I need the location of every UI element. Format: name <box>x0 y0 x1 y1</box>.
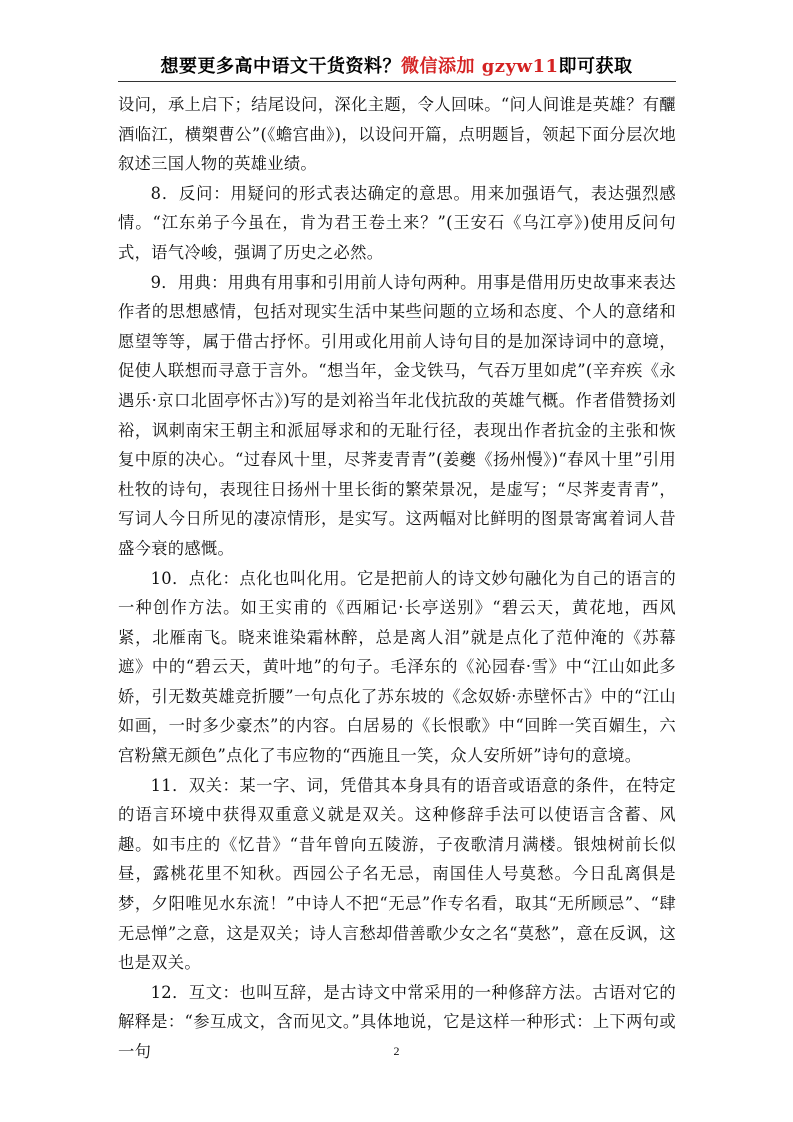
document-body <box>118 90 676 1067</box>
paragraph-continuation: 设问，承上启下；结尾设问，深化主题，令人回味。“问人间谁是英雄？有釃酒临江，横槊曹公”(《蟾宫曲》)，以设问开篇，点明题旨，领起下面分层次地叙述三国人物的英雄业绩。 <box>118 95 676 174</box>
promo-text-lead: 想要更多高中语文干货资料？ <box>160 56 401 77</box>
page-number: 2 <box>393 1044 400 1058</box>
paragraph-adaptation: 10．点化：点化也叫化用。它是把前人的诗文妙句融化为自己的语言的一种创作方法。如王实甫的《西厢记·长亭送别》“碧云天，黄花地，西风紧，北雁南飞。晓来谁染霜林醉，总是离人泪”就是点化了范仲淹的《苏幕遮》中的“碧云天，黄叶地”的句子。毛泽东的《沁园春·雪》中“江山如此多娇，引无数英雄竞折腰”一句点化了苏东坡的《念奴娇·赤壁怀古》中的“江山如画，一时多少豪杰”的内容。白居易的《长恨歌》中“回眸一笑百媚生，六宫粉黛无颜色”点化了韦应物的“西施且一笑，众人安所妍”诗句的意境。 <box>118 568 676 766</box>
paragraph-pun: 11．双关：某一字、词，凭借其本身具有的语音或语意的条件，在特定的语言环境中获得双重意义就是双关。这种修辞手法可以使语言含蓄、风趣。如韦庄的《忆昔》“昔年曾向五陵游，子夜歌清月满楼。银烛树前长似昼，露桃花里不知秋。西园公子名无忌，南国佳人号莫愁。今日乱离俱是梦，夕阳唯见水东流！”中诗人不把“无忌”作专名看，取其“无所顾忌”、“肆无忌惮”之意，这是双关；诗人言愁却借善歌少女之名“莫愁”，意在反讽，这也是双关。 <box>118 775 676 973</box>
promo-wechat-id: 微信添加 gzyw11 <box>400 56 559 77</box>
paragraph-rhetorical-question: 8．反问：用疑问的形式表达确定的意思。用来加强语气，表达强烈感情。“江东弟子今虽在，肯为君王卷土来？”(王安石《乌江亭》)使用反问句式，语气冷峻，强调了历史之必然。 <box>118 183 676 262</box>
promo-text-tail: 即可获取 <box>558 56 633 77</box>
paragraph-intertextuality: 12．互文：也叫互辞，是古诗文中常采用的一种修辞方法。古语对它的解释是：“参互成文，含而见文。”具体地说，它是这样一种形式：上下两句或一句 <box>118 982 676 1061</box>
promo-header <box>0 52 793 78</box>
header-divider <box>118 81 676 82</box>
paragraph-allusion: 9．用典：用典有用事和引用前人诗句两种。用事是借用历史故事来表达作者的思想感情，包括对现实生活中某些问题的立场和态度、个人的意绪和愿望等等，属于借古抒怀。引用或化用前人诗句目的是加深诗词中的意境，促使人联想而寻意于言外。“想当年，金戈铁马，气吞万里如虎”(辛弃疾《永遇乐·京口北固亭怀古》)写的是刘裕当年北伐抗敌的英雄气概。作者借赞扬刘裕，讽刺南宋王朝主和派屈辱求和的无耻行径，表现出作者抗金的主张和恢复中原的决心。“过春风十里，尽荠麦青青”(姜夔《扬州慢》)“春风十里”引用杜牧的诗句，表现往日扬州十里长街的繁荣景况，是虚写；“尽荠麦青青”，写词人今日所见的凄凉情形，是实写。这两幅对比鲜明的图景寄寓着词人昔盛今衰的感慨。 <box>118 272 676 558</box>
